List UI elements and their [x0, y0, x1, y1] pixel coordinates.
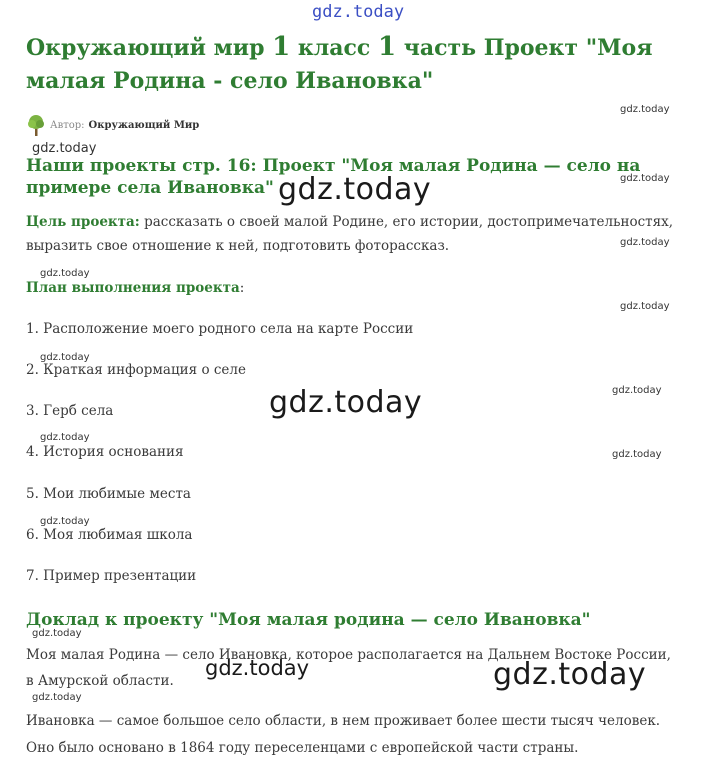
plan-item: 5. Мои любимые места — [26, 486, 191, 502]
plan-item: 3. Герб села — [26, 403, 114, 419]
watermark: gdz.today — [620, 301, 670, 312]
watermark: gdz.today — [32, 628, 82, 639]
report-paragraph: Моя малая Родина — село Ивановка, которое располагается на Дальнем Востоке России, в Амурской области. — [26, 647, 671, 689]
watermark: gdz.today — [40, 432, 90, 443]
watermark-medium: gdz.today — [205, 656, 310, 680]
author-label: Автор: — [50, 119, 85, 131]
watermark: gdz.today — [40, 516, 90, 527]
title-part2: класс — [290, 35, 378, 61]
plan-item: 2. Краткая информация о селе — [26, 362, 246, 378]
watermark-large: gdz.today — [269, 385, 423, 420]
plan-item: 1. Расположение моего родного села на карте России — [26, 321, 414, 337]
watermark: gdz.today — [40, 352, 90, 363]
watermark: gdz.today — [620, 237, 670, 248]
watermark: gdz.today — [40, 268, 90, 279]
project-goal — [26, 210, 676, 258]
goal-text: рассказать о своей малой Родине, его истории, достопримечательностях, выразить свое отношение к ней, подготовить фоторассказ. — [26, 214, 674, 254]
watermark-large: gdz.today — [493, 657, 647, 692]
watermark: gdz.today — [620, 173, 670, 184]
watermark: gdz.today — [32, 141, 97, 156]
plan-label: План выполнения проекта — [26, 280, 240, 296]
tree-icon — [26, 114, 46, 136]
author-line — [26, 114, 199, 136]
watermark: gdz.today — [612, 385, 662, 396]
title-num1: 1 — [272, 32, 291, 62]
title-num2: 1 — [377, 32, 397, 62]
watermark-top: gdz.today — [312, 2, 405, 22]
plan-heading — [26, 276, 244, 300]
plan-item: 7. Пример презентации — [26, 568, 197, 584]
title-part1: Окружающий мир — [26, 35, 273, 61]
watermark: gdz.today — [612, 449, 662, 460]
watermark: gdz.today — [32, 692, 82, 703]
watermark-large: gdz.today — [278, 172, 432, 207]
page-title — [26, 31, 666, 98]
report-heading: Доклад к проекту "Моя малая родина — село Ивановка" — [26, 610, 591, 630]
report-paragraph: Ивановка — самое большое село области, в нем проживает более шести тысяч человек. Оно было основано в 1864 году переселенцами с европейской части страны. — [26, 713, 661, 756]
plan-item: 6. Моя любимая школа — [26, 527, 193, 543]
watermark: gdz.today — [620, 104, 670, 115]
plan-item: 4. История основания — [26, 444, 184, 460]
title-part3: часть Проект "Моя малая Родина - село Ивановка" — [26, 35, 653, 94]
goal-label: Цель проекта: — [26, 214, 140, 230]
project-heading: Наши проекты стр. 16: Проект "Моя малая Родина — село на примере села Ивановка" — [26, 156, 641, 198]
author-name-link[interactable]: Окружающий Мир — [88, 119, 200, 131]
plan-colon: : — [239, 280, 245, 296]
